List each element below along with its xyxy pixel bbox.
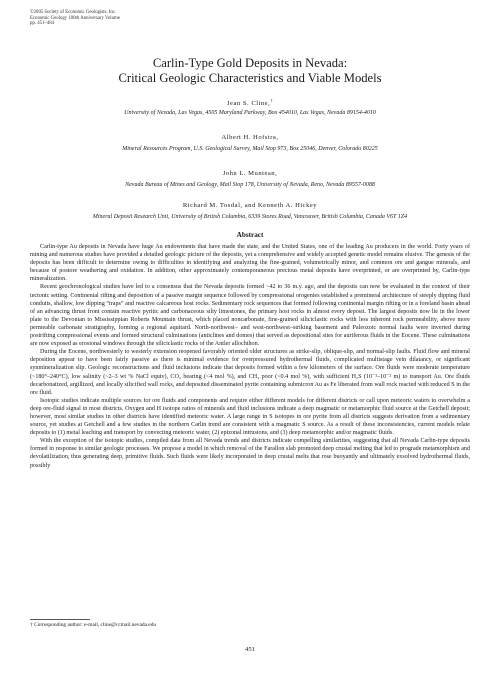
author-name: Jean S. Cline,† [226, 98, 273, 108]
abstract-paragraph: With the exception of the isotopic studies, compiled data from all Nevada trends and districts indicate compelling similarities, suggesting that all Nevada Carlin-type deposits formed in response to similar geologic processes. We propose a model in which removal of the Farallon slab promoted deep crustal melting that led to prograde metamorphism and devolatilization, thus generating deep, primitive fluids. Such fluids were likely incorporated in deep crustal melts that rose buoyantly and ultimately exsolved hydrothermal fluids, possibly [30, 438, 470, 469]
abstract-body [30, 243, 470, 470]
author-affiliation: Nevada Bureau of Mines and Geology, Mail Stop 178, University of Nevada, Reno, Nevada 89557-0088 [125, 182, 375, 188]
page-number: 451 [245, 646, 255, 653]
abstract-heading: Abstract [236, 231, 264, 239]
abstract-paragraph: Carlin-type Au deposits in Nevada have huge Au endowments that have made the state, and the United States, one of the leading Au producers in the world. Forty years of mining and numerous studies have provided a detailed geologic picture of the deposits, yet a comprehensive and widely accepted genetic model remains elusive. The genesis of the deposits has been difficult to determine owing to difficulties in identifying and analyzing the fine-grained, volumetrically minor, and common ore and gangue minerals, and because of postore weathering and oxidation. In addition, other approximately contemporaneous precious metal deposits have overprinted, or are overprinted by, Carlin-type mineralization. [30, 244, 470, 283]
journal-volume-line: Economic Geology 100th Anniversary Volume [30, 15, 120, 21]
author-name: John L. Muntean, [222, 170, 278, 177]
article-title-line-1: Carlin-Type Gold Deposits in Nevada: [152, 56, 348, 70]
journal-header [30, 10, 120, 27]
abstract-paragraph: During the Eocene, northwesterly to westerly extension reopened favorably oriented older structures as strike-slip, oblique-slip, and normal-slip faults. Fluid flow and mineral deposition appear to have been fairly passive as there is minimal evidence for overpressured hydrothermal fluids, complicated multistage vein dilatancy, or significant synmineralization slip. Geologic reconstructions and fluid inclusions indicate that deposits formed within a few kilometers of the surface. Ore fluids were moderate temperature (~180°–240°C), low salinity (~2–3 wt % NaCl equiv), CO₂ bearing (<4 mol %), and CH₄ poor (<0.4 mol %), with sufficient H₂S (10⁻¹–10⁻² m) to transport Au. Ore fluids decarbonatized, argillized, and locally silicified wall rocks, and deposited disseminated pyrite containing submicron Au as Fe liberated from wall rock reacted with reduced S in the ore fluid. [30, 349, 470, 396]
author-affiliation: Mineral Deposit Research Unit, University of British Columbia, 6339 Stores Road, Vancouver, British Columbia, Canada V6T 1Z4 [92, 214, 408, 220]
page-range-line: pp. 451–484 [30, 21, 54, 27]
author-name: Albert H. Hofstra, [221, 134, 279, 141]
author-affiliation: University of Nevada, Las Vegas, 4505 Maryland Parkway, Box 454010, Las Vegas, Nevada 89154-4010 [124, 110, 376, 116]
article-title-line-2: Critical Geologic Characteristics and Viable Models [118, 71, 382, 85]
footnote-divider [30, 619, 90, 620]
author-name: Richard M. Tosdal, and Kenneth A. Hickey [182, 202, 318, 209]
abstract-paragraph: Isotopic studies indicate multiple sources for ore fluids and components and require either different models for different districts or call upon meteoric waters to overwhelm a deep ore-fluid signal in most districts. Oxygen and H isotope ratios of minerals and fluid inclusions indicate a deep magmatic or metamorphic fluid source at the Getchell deposit; however, most similar studies in other districts have identified meteoric water. A large range in S isotopes in ore pyrite from all districts suggests derivation from a sedimentary source, yet studies at Getchell and a few studies in the northern Carlin trend are consistent with a magmatic S source. As a result of these inconsistencies, current models relate deposits to (1) metal leaching and transport by convecting meteoric water, (2) epizonal intrusions, and (3) deep metamorphic and/or magmatic fluids. [30, 397, 470, 437]
author-footnote-mark: † [270, 98, 273, 103]
corresponding-author-footnote [30, 622, 156, 628]
footnote-mark: † [30, 622, 33, 628]
copyright-line: ©2005 Society of Economic Geologists, Inc. [30, 10, 117, 15]
author-affiliation: Mineral Resources Program, U.S. Geological Survey, Mail Stop 973, Box 25046, Denver, Colorado 80225 [122, 146, 378, 152]
footnote-text: Corresponding author: e-mail, cline@ccmail.nevada.edu [34, 622, 157, 628]
abstract-paragraph: Recent geochronological studies have led to a consensus that the Nevada deposits formed ~42 to 36 m.y. ago, and the deposits can now be evaluated in the context of their tectonic setting. Continental rifting and deposition of a passive margin sequence followed by compressional orogenies established a premineral architecture of steeply dipping fluid conduits, shallow, low dipping “traps” and reactive calcareous host rocks. Sedimentary rock sequences that formed following continental margin rifting or in a foreland basin ahead of an advancing thrust front contain reactive pyritic and carbonaceous silty limestones, the primary host rocks in almost every deposit. The largest deposits now lie in the lower plate to the Devonian to Mississippian Roberts Mountain thrust, which placed noncarbonate, fine-grained siliciclastic rocks with less inherent rock permeability, above more permeable carbonate stratigraphy, forming a regional aquitard. North-northwest– and west-northwest–striking basement and Paleozoic normal faults were inverted during postrifting compressional events and formed structural culminations (anticlines and domes) that served as depositional sites for auriferous fluids in the Eocene. These culminations are now exposed as erosional windows through the siliciclastic rocks of the Antler allochthon. [30, 284, 470, 348]
